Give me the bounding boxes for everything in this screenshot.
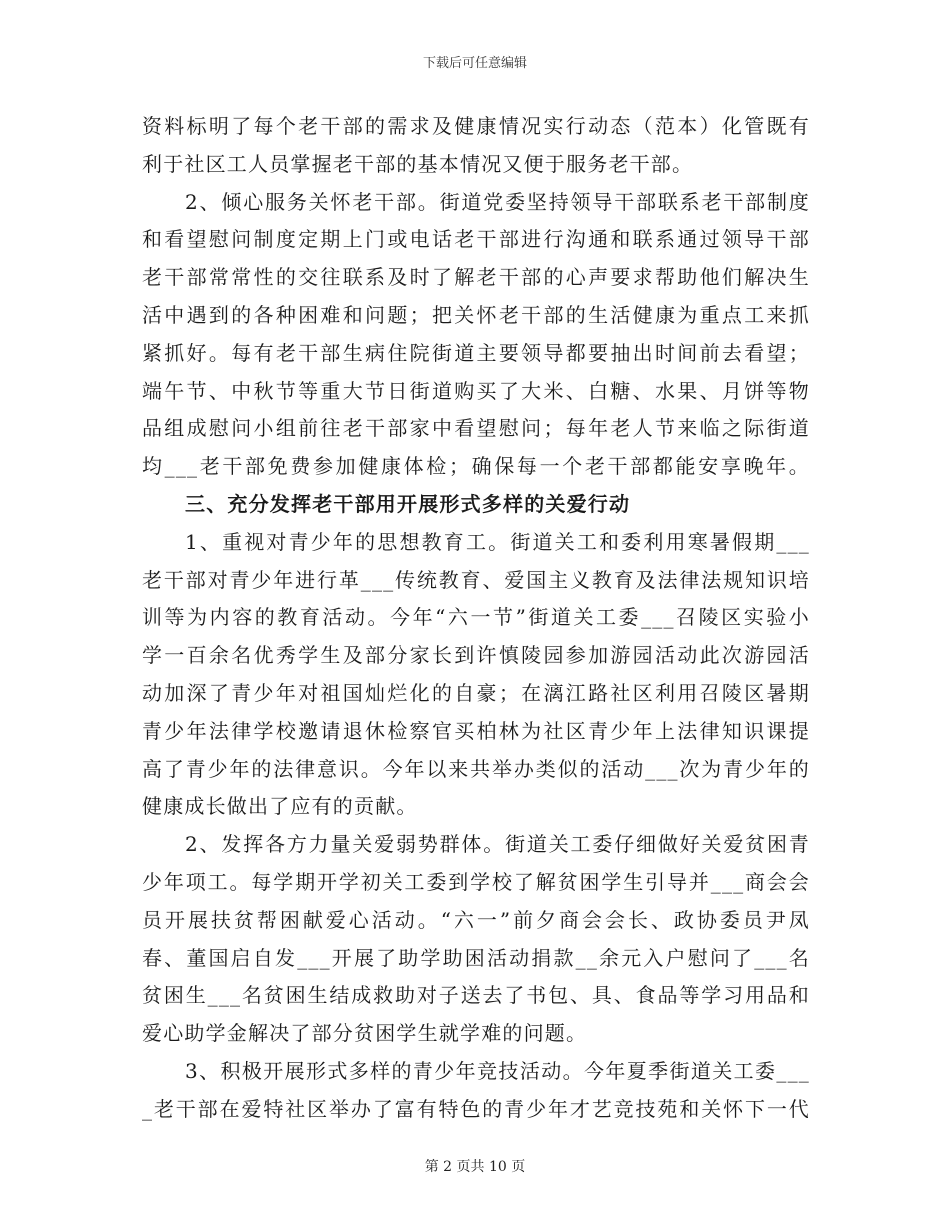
text-line: 健康成长做出了应有的贡献。 [142, 794, 418, 819]
text-line: 端午节、中秋节等重大节日街道购买了大米、白糖、水果、月饼等物 [142, 378, 810, 403]
text-line: 青少年法律学校邀请退休检察官买柏林为社区青少年上法律知识课提 [142, 718, 810, 743]
text-line: 2、发挥各方力量关爱弱势群体。街道关工委仔细做好关爱贫困青 [185, 832, 810, 857]
document-body [142, 108, 810, 1129]
text-line: 老干部常常性的交往联系及时了解老干部的心声要求帮助他们解决生 [142, 265, 810, 290]
text-line: 品组成慰问小组前往老干部家中看望慰问；每年老人节来临之际街道 [142, 416, 810, 441]
text-line: 2、倾心服务关怀老干部。街道党委坚持领导干部联系老干部制度 [185, 189, 810, 214]
text-line: 春、董国启自发___开展了助学助困活动捐款__余元入户慰问了___名 [142, 945, 810, 970]
text-line: 动加深了青少年对祖国灿烂化的自豪；在漓江路社区利用召陵区暑期 [142, 680, 810, 705]
text-line: 活中遇到的各种困难和问题；把关怀老干部的生活健康为重点工来抓 [142, 302, 810, 327]
text-line: 3、积极开展形式多样的青少年竞技活动。今年夏季街道关工委___ [185, 1058, 810, 1083]
text-line: 员开展扶贫帮困献爱心活动。“六一”前夕商会会长、政协委员尹凤 [142, 907, 810, 932]
text-line: 学一百余名优秀学生及部分家长到许慎陵园参加游园活动此次游园活 [142, 643, 810, 668]
text-line: 紧抓好。每有老干部生病住院街道主要领导都要抽出时间前去看望； [142, 340, 810, 365]
text-line: 利于社区工人员掌握老干部的基本情况又便于服务老干部。 [142, 151, 694, 176]
text-line: 少年项工。每学期开学初关工委到学校了解贫困学生引导并___商会会 [142, 869, 810, 894]
text-line: 老干部对青少年进行革___传统教育、爱国主义教育及法律法规知识培 [142, 567, 810, 592]
text-line: 贫困生___名贫困生结成救助对子送去了书包、具、食品等学习用品和 [142, 983, 810, 1008]
text-line: 均___老干部免费参加健康体检；确保每一个老干部都能安享晚年。 [142, 454, 810, 479]
text-line: 爱心助学金解决了部分贫困学生就学难的问题。 [142, 1021, 588, 1046]
text-line: 训等为内容的教育活动。今年“六一节”街道关工委___召陵区实验小 [142, 605, 810, 630]
text-line: 1、重视对青少年的思想教育工。街道关工和委利用寒暑假期___ [185, 529, 810, 554]
section-heading: 三、充分发挥老干部用开展形式多样的关爱行动 [185, 491, 631, 516]
text-line: 和看望慰问制度定期上门或电话老干部进行沟通和联系通过领导干部 [142, 227, 810, 252]
text-line: _老干部在爱特社区举办了富有特色的青少年才艺竞技苑和关怀下一代 [142, 1096, 810, 1121]
text-line: 高了青少年的法律意识。今年以来共举办类似的活动___次为青少年的 [142, 756, 810, 781]
page-header: 下载后可任意编辑 [422, 56, 527, 71]
page-footer: 第 2 页共 10 页 [424, 1159, 526, 1175]
text-line: 资料标明了每个老干部的需求及健康情况实行动态（范本）化管既有 [142, 114, 810, 138]
